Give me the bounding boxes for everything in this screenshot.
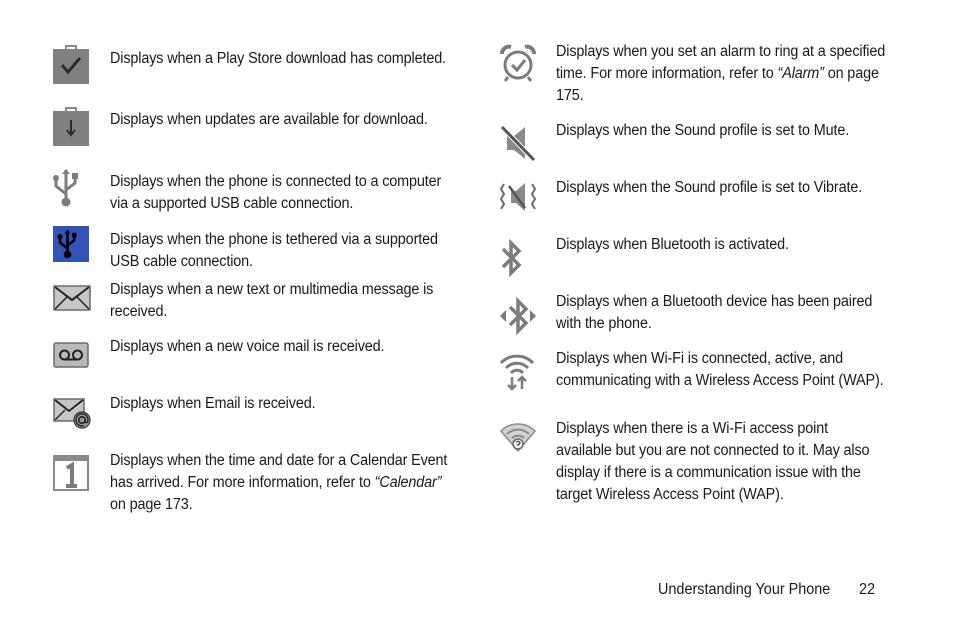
entry-description: Displays when you set an alarm to ring at a specified time. For more information, refer to “Alarm” on page 175. [556, 43, 886, 104]
sound-mute-icon [499, 123, 537, 163]
wifi-available-icon [499, 422, 537, 452]
play-store-update-available-icon [53, 106, 89, 146]
usb-connected-icon [52, 168, 80, 208]
entry-description: Displays when updates are available for download. [110, 111, 428, 128]
voicemail-icon [53, 342, 89, 368]
footer-section-title: Understanding Your Phone [658, 581, 831, 598]
entry-description: Displays when the Sound profile is set to Mute. [556, 122, 850, 139]
usb-tethered-icon [53, 226, 89, 262]
entry-description: Displays when the Sound profile is set to Vibrate. [556, 179, 863, 196]
entry-description: Displays when a new voice mail is received. [110, 338, 385, 355]
entry-description: Displays when Email is received. [110, 395, 316, 412]
entry-description: Displays when a Play Store download has completed. [110, 50, 446, 67]
entry-description: Displays when there is a Wi-Fi access point available but you are not connected to it. May also display if there is a communication issue with the target Wireless Access Point (WAP). [556, 420, 870, 503]
alarm-icon [499, 44, 537, 82]
calendar-event-icon [53, 455, 89, 491]
entry-description: Displays when the phone is connected to a computer via a supported USB cable connection. [110, 173, 442, 212]
entry-description: Displays when a Bluetooth device has been paired with the phone. [556, 293, 873, 332]
bluetooth-icon [500, 238, 524, 278]
entry-description: Displays when Wi-Fi is connected, active, and communicating with a Wireless Access Point (WAP). [556, 350, 884, 389]
calendar-reference: “Calendar” [374, 474, 442, 491]
entry-description: Displays when a new text or multimedia message is received. [110, 281, 434, 320]
sound-vibrate-icon [499, 180, 537, 214]
page-number: 22 [859, 581, 876, 598]
play-store-download-complete-icon [53, 44, 89, 84]
entry-description: Displays when the time and date for a Calendar Event has arrived. For more information, refer to “Calendar” on page 173. [110, 452, 448, 513]
bluetooth-paired-icon [499, 296, 537, 336]
entry-description: Displays when the phone is tethered via a supported USB cable connection. [110, 231, 438, 270]
new-message-icon [53, 285, 91, 311]
wifi-connected-icon [499, 351, 535, 391]
email-icon [53, 398, 91, 430]
alarm-reference: “Alarm” [777, 65, 824, 82]
entry-description: Displays when Bluetooth is activated. [556, 236, 789, 253]
